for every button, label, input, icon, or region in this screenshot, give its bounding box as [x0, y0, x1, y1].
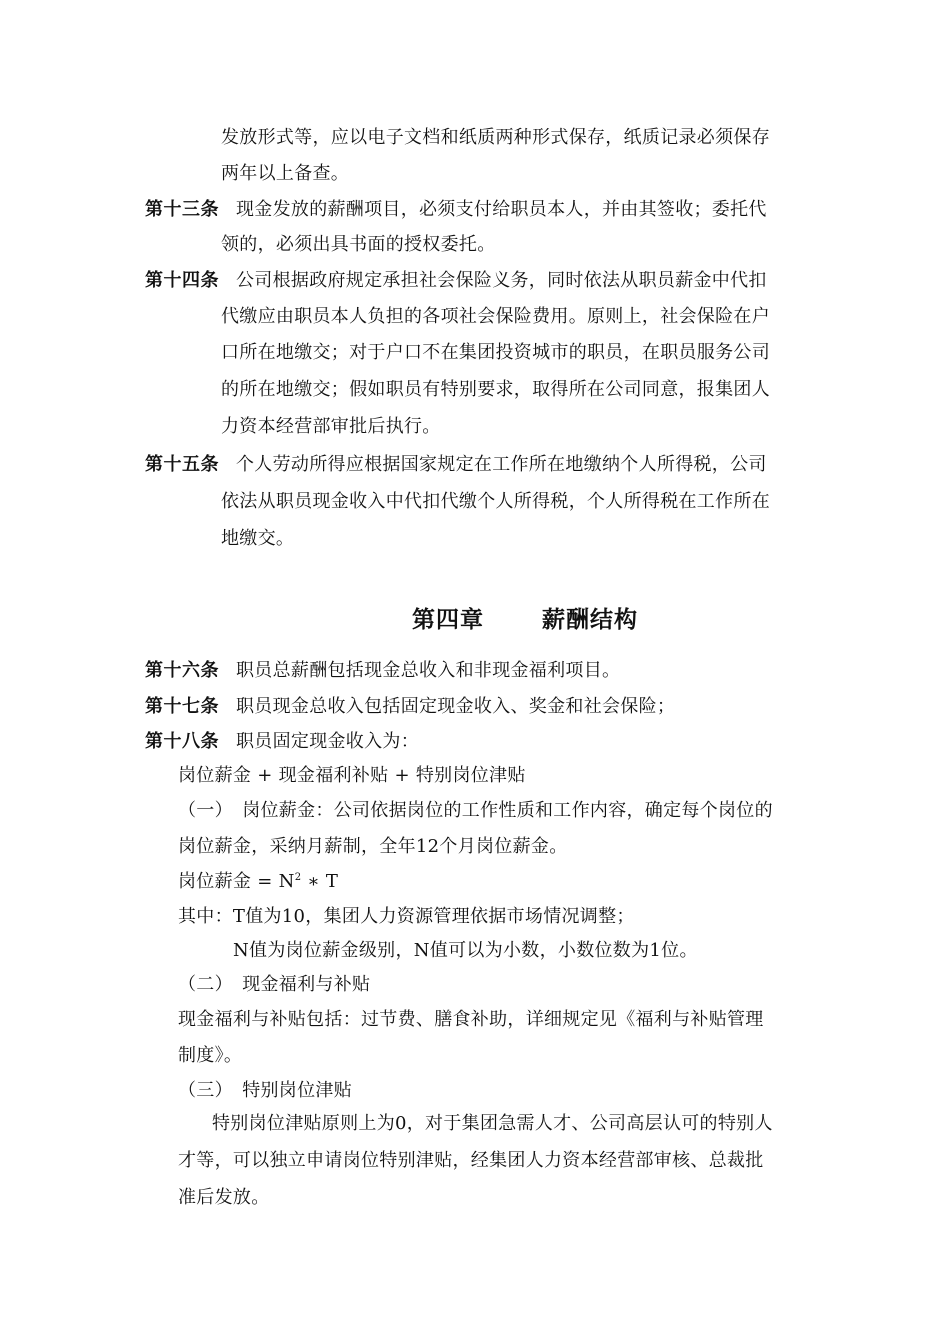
- article-16-text: 职员总薪酬包括现金总收入和非现金福利项目。: [236, 660, 621, 681]
- article-18-label: 第十八条: [145, 731, 219, 752]
- item-2-line-1: 现金福利与补贴包括：过节费、膳食补助，详细规定见《福利与补贴管理: [178, 1009, 764, 1030]
- article-15-label: 第十五条: [145, 454, 219, 475]
- article-14-label: 第十四条: [145, 270, 219, 291]
- continuation-line-1: 发放形式等，应以电子文档和纸质两种形式保存，纸质记录必须保存: [221, 127, 770, 148]
- chapter-heading: [412, 606, 638, 634]
- item-3-line-3: 准后发放。: [178, 1187, 270, 1208]
- item-3-line-2: 才等，可以独立申请岗位特别津贴，经集团人力资本经营部审核、总裁批: [178, 1150, 764, 1171]
- article-13-line-2: 领的，必须出具书面的授权委托。: [221, 234, 496, 255]
- article-15-line-1: 个人劳动所得应根据国家规定在工作所在地缴纳个人所得税，公司: [236, 454, 767, 475]
- article-14-line-2: 代缴应由职员本人负担的各项社会保险费用。原则上，社会保险在户: [221, 306, 770, 327]
- item-2-line-2: 制度》。: [178, 1045, 243, 1066]
- article-17-label: 第十七条: [145, 696, 219, 717]
- item-1-line-1: （一） 岗位薪金：公司依据岗位的工作性质和工作内容，确定每个岗位的: [178, 800, 773, 821]
- article-16-label: 第十六条: [145, 660, 219, 681]
- article-13-label: 第十三条: [145, 199, 219, 220]
- formula-suffix: ∗ T: [301, 871, 339, 892]
- formula-prefix: 岗位薪金 = N: [178, 871, 295, 892]
- article-14-line-4: 的所在地缴交；假如职员有特别要求，取得所在公司同意，报集团人: [221, 379, 770, 400]
- item-1-line-2: 岗位薪金，采纳月薪制，全年12个月岗位薪金。: [178, 836, 568, 857]
- article-14-line-1: 公司根据政府规定承担社会保险义务，同时依法从职员薪金中代扣: [236, 270, 767, 291]
- article-15-line-2: 依法从职员现金收入中代扣代缴个人所得税，个人所得税在工作所在: [221, 491, 770, 512]
- formula-fixed-cash: 岗位薪金 + 现金福利补贴 + 特别岗位津贴: [178, 765, 526, 786]
- where-line: 其中：T值为10，集团人力资源管理依据市场情况调整；: [178, 906, 635, 927]
- article-14-line-3: 口所在地缴交；对于户口不在集团投资城市的职员，在职员服务公司: [221, 342, 770, 363]
- article-14-line-5: 力资本经营部审批后执行。: [221, 416, 441, 437]
- item-2-title: （二） 现金福利与补贴: [178, 974, 371, 995]
- formula-exponent: 2: [294, 872, 302, 883]
- chapter-number: 第四章: [412, 607, 484, 633]
- item-3-title: （三） 特别岗位津贴: [178, 1080, 352, 1101]
- article-18-text: 职员固定现金收入为：: [236, 731, 419, 752]
- article-15-line-3: 地缴交。: [221, 528, 295, 549]
- item-3-line-1: 特别岗位津贴原则上为0，对于集团急需人才、公司高层认可的特别人: [212, 1113, 773, 1134]
- formula-position-salary: [178, 871, 338, 893]
- chapter-title: 薪酬结构: [542, 607, 638, 633]
- continuation-line-2: 两年以上备查。: [221, 163, 350, 184]
- n-definition-line: N值为岗位薪金级别，N值可以为小数，小数位数为1位。: [233, 940, 698, 961]
- article-13-line-1: 现金发放的薪酬项目，必须支付给职员本人，并由其签收；委托代: [236, 199, 767, 220]
- article-17-text: 职员现金总收入包括固定现金收入、奖金和社会保险；: [236, 696, 676, 717]
